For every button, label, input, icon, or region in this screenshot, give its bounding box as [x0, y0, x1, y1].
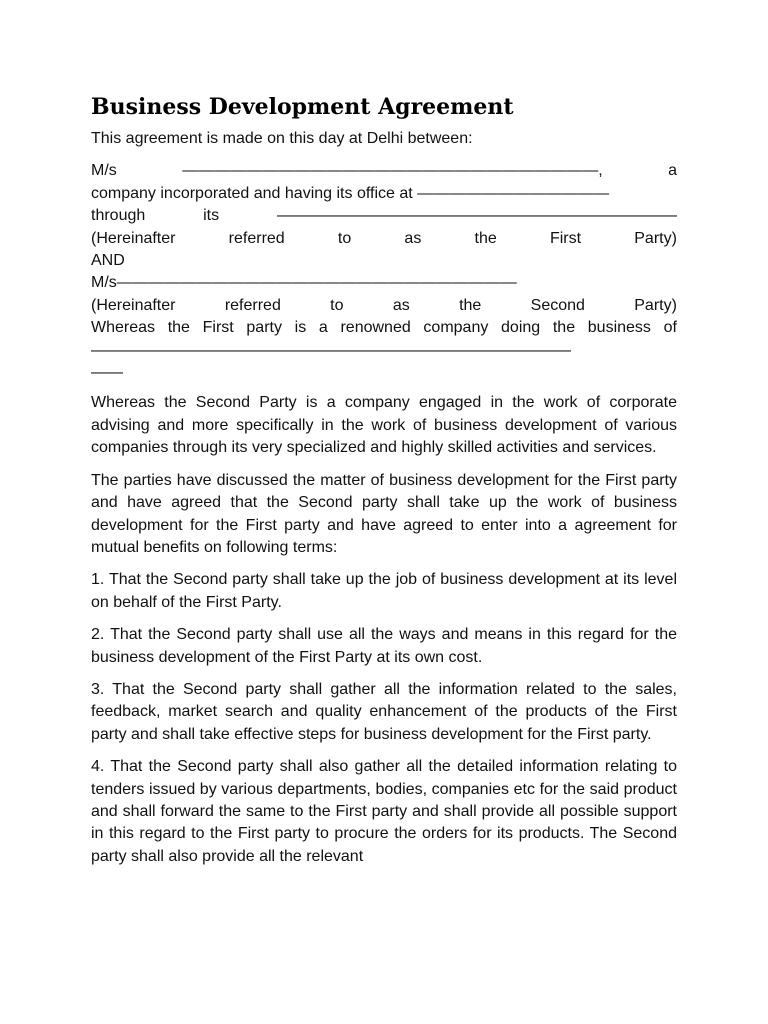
word: referred — [224, 296, 281, 314]
word: the — [474, 229, 497, 247]
word: to — [330, 296, 344, 314]
word: party — [246, 319, 282, 337]
party-line-9: —————————————————————————————— — [91, 341, 571, 359]
word: to — [337, 229, 352, 247]
word: (Hereinafter — [91, 229, 176, 247]
paragraph-discussion: The parties have discussed the matter of business development for the First party and have agreed that the Second party shall take up the work of business development for the First party and have agreed to enter into a agreement for mutual benefits on following terms: — [91, 471, 677, 556]
party-line-5: AND — [91, 252, 125, 270]
intro-line: This agreement is made on this day at Delhi between: — [91, 130, 473, 147]
word: renowned — [340, 319, 411, 337]
word: as — [404, 229, 422, 247]
party-block — [91, 160, 677, 384]
word: doing — [501, 319, 541, 337]
word: of — [663, 319, 677, 337]
party-line-1-suffix: a — [668, 162, 677, 180]
party-line-3 — [91, 205, 677, 227]
word: company — [423, 319, 489, 337]
document-page — [91, 92, 677, 878]
word: the — [552, 319, 576, 337]
word: Second — [530, 296, 585, 314]
party-line-1-prefix: M/s — [91, 162, 117, 180]
word: as — [392, 296, 410, 314]
word: referred — [228, 229, 285, 247]
party-line-6: M/s————————————————————————— — [91, 274, 517, 292]
term-2: 2. That the Second party shall use all the ways and means in this regard for the business development of the First Party at its own cost. — [91, 626, 677, 666]
word: Party) — [634, 229, 677, 247]
word: a — [318, 319, 328, 337]
term-3: 3. That the Second party shall gather all the information related to the sales, feedback, market search and quality enhancement of the products of the First party and shall take effective steps for business development for the First party. — [91, 680, 677, 743]
party-line-7 — [91, 295, 677, 317]
party-line-3-blank: ————————————————————————— — [276, 207, 677, 225]
party-line-1-blank: ——————————————————————————, — [182, 162, 603, 180]
party-line-1 — [91, 160, 677, 182]
word: the — [167, 319, 190, 337]
party-line-3-word2: its — [203, 207, 220, 225]
word: is — [294, 319, 307, 337]
document-title: Business Development Agreement — [91, 94, 514, 120]
term-1: 1. That the Second party shall take up the job of business development at its level on behalf of the First Party. — [91, 571, 677, 611]
party-line-8 — [91, 317, 677, 339]
party-line-3-word1: through — [91, 207, 146, 225]
word: First — [202, 319, 234, 337]
word: First — [549, 229, 582, 247]
paragraph-second-party: Whereas the Second Party is a company engaged in the work of corporate advising and more specifically in the work of business development of various companies through its very specialized and highly skilled activities and services. — [91, 394, 677, 457]
word: Party) — [634, 296, 677, 314]
word: (Hereinafter — [91, 296, 176, 314]
word: business — [587, 319, 651, 337]
word: Whereas — [91, 319, 156, 337]
word: the — [459, 296, 482, 314]
party-line-10: —— — [91, 364, 123, 382]
term-4: 4. That the Second party shall also gather all the detailed information relating to tenders issued by various departments, bodies, companies etc for the said product and shall forward the same to the First party and shall provide all possible support in this regard to the First party to procure the orders for its products. The Second party shall also provide all the relevant — [91, 758, 677, 865]
party-line-4 — [91, 228, 677, 250]
party-line-2: company incorporated and having its office at ———————————— — [91, 184, 610, 202]
